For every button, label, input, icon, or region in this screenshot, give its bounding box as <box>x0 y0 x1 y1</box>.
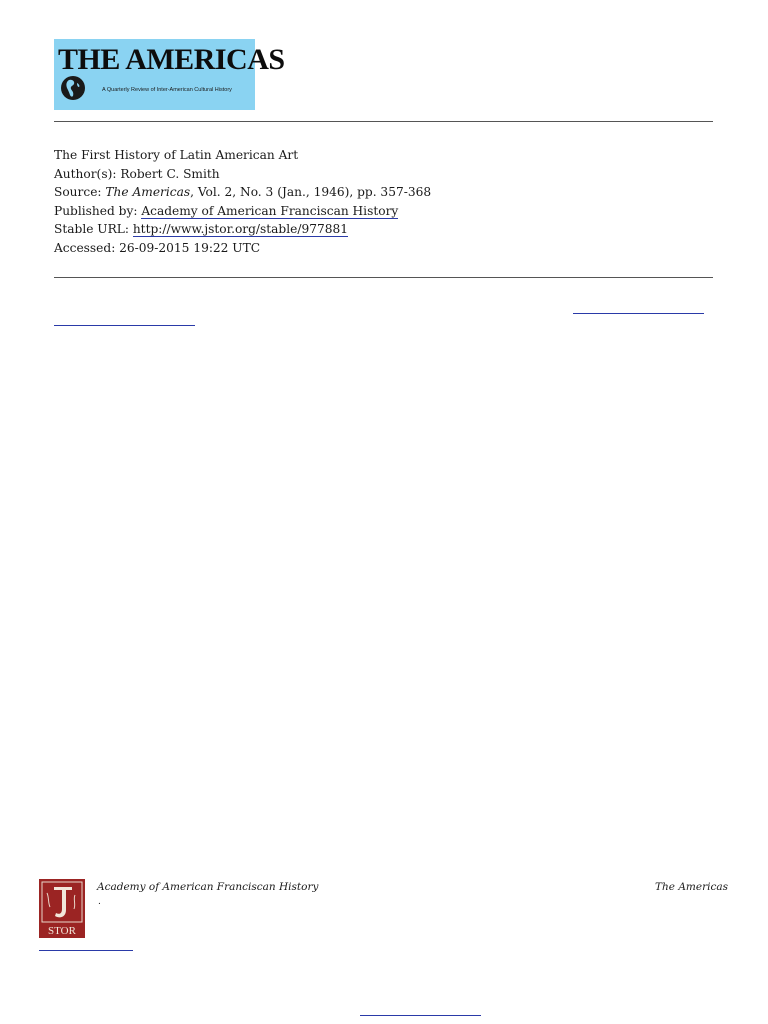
logo-subtitle: A Quarterly Review of Inter-American Cultural History <box>102 87 232 93</box>
footer-journal: The Americas <box>655 881 728 893</box>
publisher-label: Published by: <box>54 203 142 218</box>
article-title: The First History of Latin American Art <box>54 148 299 162</box>
top-divider <box>54 121 713 122</box>
terms-link-underline-continued[interactable] <box>54 325 195 326</box>
stable-url-line <box>54 220 431 239</box>
stable-url-link[interactable]: http://www.jstor.org/stable/977881 <box>132 222 348 237</box>
logo-title: THE AMERICAS <box>58 43 285 76</box>
source-label: Source: <box>54 185 106 200</box>
footer-link-underline[interactable] <box>360 1015 481 1016</box>
globe-americas-icon <box>60 75 86 101</box>
citation-block <box>54 146 431 258</box>
source-details: , Vol. 2, No. 3 (Jan., 1946), pp. 357-368 <box>190 185 432 200</box>
jstor-link-underline[interactable] <box>39 950 133 951</box>
jstor-logo-text: STOR <box>48 925 76 937</box>
authors-value: Robert C. Smith <box>120 166 220 181</box>
accessed-value: 26-09-2015 19:22 UTC <box>119 240 261 255</box>
bottom-divider <box>54 277 713 278</box>
stable-url-label: Stable URL: <box>54 222 133 237</box>
accessed-label: Accessed: <box>54 240 120 255</box>
publisher-line <box>54 202 431 221</box>
source-line <box>54 183 431 202</box>
accessed-line <box>54 239 431 258</box>
source-journal: The Americas <box>105 185 191 200</box>
footer-dot: . <box>98 897 101 907</box>
publisher-link[interactable]: Academy of American Franciscan History <box>141 203 399 218</box>
authors-label: Author(s): <box>54 166 121 181</box>
authors-line <box>54 165 431 184</box>
journal-logo <box>54 39 285 110</box>
footer-publisher: Academy of American Franciscan History <box>97 881 319 893</box>
jstor-logo-icon <box>39 879 85 938</box>
terms-link-underline[interactable] <box>573 313 704 314</box>
